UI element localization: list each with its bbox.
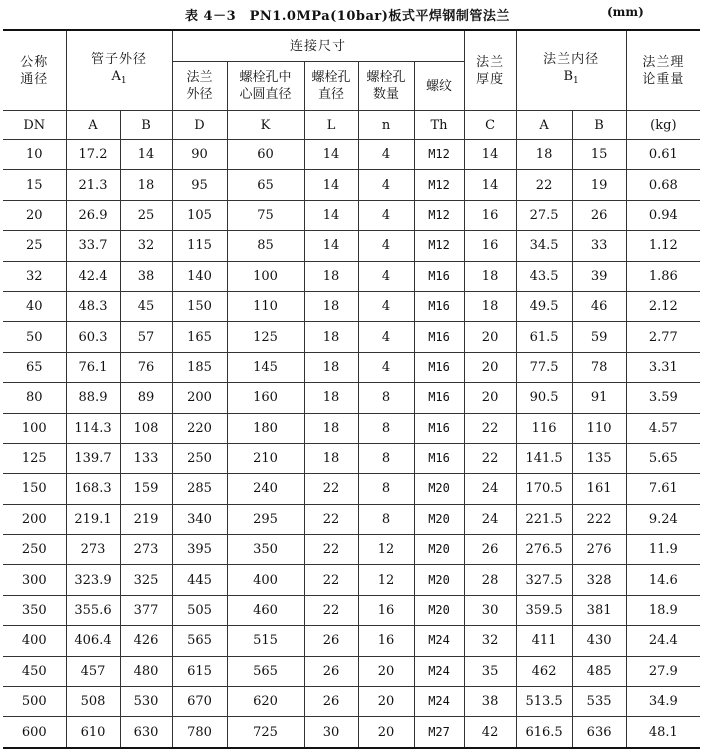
table-cell: 7.61 <box>626 474 700 504</box>
table-cell: 3.59 <box>626 383 700 413</box>
table-cell: 505 <box>172 595 227 625</box>
header-weight: 法兰理 论重量 <box>626 30 700 111</box>
table-cell: 20 <box>358 687 414 717</box>
table-cell: 636 <box>572 717 626 748</box>
table-cell: 18 <box>120 170 172 200</box>
table-cell: 377 <box>120 595 172 625</box>
table-cell: 1.12 <box>626 231 700 261</box>
table-row <box>3 200 700 230</box>
table-cell: 16 <box>464 231 516 261</box>
table-cell: 600 <box>3 717 66 748</box>
table-cell: 460 <box>227 595 304 625</box>
table-cell: 26 <box>304 656 358 686</box>
table-cell: M27 <box>414 717 464 748</box>
table-cell: 616.5 <box>516 717 572 748</box>
table-cell: 670 <box>172 687 227 717</box>
table-cell: 90 <box>172 140 227 170</box>
table-cell: 630 <box>120 717 172 748</box>
table-cell: 125 <box>227 322 304 352</box>
table-cell: 350 <box>227 535 304 565</box>
table-cell: 27.9 <box>626 656 700 686</box>
table-row <box>3 595 700 625</box>
table-cell: 100 <box>227 261 304 291</box>
table-row <box>3 717 700 748</box>
table-cell: 26 <box>464 535 516 565</box>
header-pipe-od: 管子外径 $A_1$ <box>66 30 172 111</box>
table-cell: 565 <box>172 626 227 656</box>
table-cell: M12 <box>414 140 464 170</box>
table-cell: 32 <box>464 626 516 656</box>
table-cell: 165 <box>172 322 227 352</box>
table-row <box>3 504 700 534</box>
table-cell: 34.5 <box>516 231 572 261</box>
table-cell: 21.3 <box>66 170 120 200</box>
table-row <box>3 626 700 656</box>
table-cell: M24 <box>414 626 464 656</box>
table-cell: 18 <box>464 261 516 291</box>
table-cell: 3.31 <box>626 352 700 382</box>
table-cell: 14 <box>304 170 358 200</box>
table-cell: M12 <box>414 200 464 230</box>
table-cell: 327.5 <box>516 565 572 595</box>
table-cell: 222 <box>572 504 626 534</box>
table-cell: 141.5 <box>516 443 572 473</box>
table-cell: 20 <box>358 656 414 686</box>
table-cell: 18 <box>464 291 516 321</box>
table-row <box>3 413 700 443</box>
table-cell: 325 <box>120 565 172 595</box>
table-row <box>3 535 700 565</box>
table-cell: M16 <box>414 383 464 413</box>
table-cell: 26 <box>304 687 358 717</box>
table-row <box>3 565 700 595</box>
table-cell: 110 <box>227 291 304 321</box>
table-cell: 2.12 <box>626 291 700 321</box>
table-cell: 15 <box>572 140 626 170</box>
table-cell: 18 <box>304 261 358 291</box>
header-flange-od-symbol: D <box>172 111 227 140</box>
table-cell: 50 <box>3 322 66 352</box>
table-cell: 14 <box>304 231 358 261</box>
table-cell: 60.3 <box>66 322 120 352</box>
table-cell: 32 <box>120 231 172 261</box>
table-cell: 76 <box>120 352 172 382</box>
table-cell: 340 <box>172 504 227 534</box>
table-cell: 295 <box>227 504 304 534</box>
table-cell: 89 <box>120 383 172 413</box>
header-dn: 公称 通径 <box>3 30 66 111</box>
table-cell: 0.68 <box>626 170 700 200</box>
table-cell: 485 <box>572 656 626 686</box>
header-pipe-a: A <box>66 111 120 140</box>
table-cell: 4 <box>358 140 414 170</box>
table-cell: 200 <box>3 504 66 534</box>
table-row <box>3 687 700 717</box>
table-cell: 18 <box>304 352 358 382</box>
table-cell: 10 <box>3 140 66 170</box>
table-cell: 35 <box>464 656 516 686</box>
table-row <box>3 322 700 352</box>
table-cell: 108 <box>120 413 172 443</box>
table-cell: 219.1 <box>66 504 120 534</box>
header-thickness-symbol: C <box>464 111 516 140</box>
table-cell: 180 <box>227 413 304 443</box>
table-cell: M16 <box>414 352 464 382</box>
table-cell: 480 <box>120 656 172 686</box>
table-row <box>3 656 700 686</box>
table-cell: 145 <box>227 352 304 382</box>
table-cell: 22 <box>516 170 572 200</box>
table-cell: 15 <box>3 170 66 200</box>
header-thread: 螺纹 <box>414 62 464 111</box>
table-cell: 4 <box>358 170 414 200</box>
table-cell: 26 <box>304 626 358 656</box>
table-cell: 400 <box>227 565 304 595</box>
table-cell: 24 <box>464 474 516 504</box>
table-cell: 139.7 <box>66 443 120 473</box>
table-cell: 323.9 <box>66 565 120 595</box>
header-flange-od: 法兰 外径 <box>172 62 227 111</box>
table-cell: 133 <box>120 443 172 473</box>
table-cell: M20 <box>414 535 464 565</box>
table-cell: 276.5 <box>516 535 572 565</box>
table-cell: 28 <box>464 565 516 595</box>
table-cell: 57 <box>120 322 172 352</box>
table-cell: 200 <box>172 383 227 413</box>
table-cell: M16 <box>414 413 464 443</box>
header-dn-symbol: DN <box>3 111 66 140</box>
table-cell: 219 <box>120 504 172 534</box>
table-cell: 221.5 <box>516 504 572 534</box>
table-row <box>3 170 700 200</box>
header-thread-symbol: Th <box>414 111 464 140</box>
header-pipe-b: B <box>120 111 172 140</box>
table-cell: M20 <box>414 504 464 534</box>
table-cell: 4 <box>358 261 414 291</box>
table-cell: 18 <box>304 413 358 443</box>
table-cell: 8 <box>358 443 414 473</box>
table-cell: 4 <box>358 231 414 261</box>
table-row <box>3 352 700 382</box>
table-cell: 18 <box>304 443 358 473</box>
table-cell: 18.9 <box>626 595 700 625</box>
table-cell: 48.1 <box>626 717 700 748</box>
header-weight-unit: (kg) <box>626 111 700 140</box>
table-cell: 150 <box>172 291 227 321</box>
table-row <box>3 261 700 291</box>
table-cell: 210 <box>227 443 304 473</box>
table-cell: 115 <box>172 231 227 261</box>
table-cell: 8 <box>358 504 414 534</box>
table-cell: 95 <box>172 170 227 200</box>
table-cell: 159 <box>120 474 172 504</box>
table-cell: 91 <box>572 383 626 413</box>
table-cell: 60 <box>227 140 304 170</box>
table-cell: 125 <box>3 443 66 473</box>
table-cell: 240 <box>227 474 304 504</box>
table-cell: 508 <box>66 687 120 717</box>
table-cell: 8 <box>358 413 414 443</box>
table-cell: 24.4 <box>626 626 700 656</box>
table-cell: 22 <box>304 504 358 534</box>
table-cell: 22 <box>304 535 358 565</box>
table-cell: 38 <box>120 261 172 291</box>
table-row <box>3 383 700 413</box>
table-cell: 22 <box>304 595 358 625</box>
table-cell: 25 <box>120 200 172 230</box>
table-cell: 18 <box>304 291 358 321</box>
table-cell: 78 <box>572 352 626 382</box>
table-cell: 26.9 <box>66 200 120 230</box>
table-cell: 161 <box>572 474 626 504</box>
table-cell: 42.4 <box>66 261 120 291</box>
table-cell: 32 <box>3 261 66 291</box>
header-connection: 连接尺寸 <box>172 30 464 62</box>
table-cell: 150 <box>3 474 66 504</box>
table-cell: 273 <box>120 535 172 565</box>
table-cell: 610 <box>66 717 120 748</box>
table-cell: 61.5 <box>516 322 572 352</box>
table-cell: 40 <box>3 291 66 321</box>
table-unit: (mm) <box>607 5 644 19</box>
table-cell: 185 <box>172 352 227 382</box>
table-cell: 49.5 <box>516 291 572 321</box>
table-cell: 168.3 <box>66 474 120 504</box>
table-cell: 276 <box>572 535 626 565</box>
table-cell: 100 <box>3 413 66 443</box>
table-cell: 140 <box>172 261 227 291</box>
table-cell: 48.3 <box>66 291 120 321</box>
header-bolt-circle: 螺栓孔中 心圆直径 <box>227 62 304 111</box>
table-cell: 565 <box>227 656 304 686</box>
header-bolt-hole: 螺栓孔 直径 <box>304 62 358 111</box>
table-cell: M20 <box>414 474 464 504</box>
table-cell: 12 <box>358 535 414 565</box>
table-cell: 25 <box>3 231 66 261</box>
table-cell: 34.9 <box>626 687 700 717</box>
table-cell: 395 <box>172 535 227 565</box>
table-cell: 400 <box>3 626 66 656</box>
table-row <box>3 291 700 321</box>
table-cell: 76.1 <box>66 352 120 382</box>
table-cell: 780 <box>172 717 227 748</box>
header-bore-a: A <box>516 111 572 140</box>
table-cell: 14.6 <box>626 565 700 595</box>
table-cell: 30 <box>464 595 516 625</box>
table-cell: 19 <box>572 170 626 200</box>
table-cell: 11.9 <box>626 535 700 565</box>
header-bolt-count-symbol: n <box>358 111 414 140</box>
table-caption <box>0 0 702 28</box>
table-cell: M24 <box>414 656 464 686</box>
table-cell: 411 <box>516 626 572 656</box>
table-cell: 90.5 <box>516 383 572 413</box>
table-cell: M12 <box>414 170 464 200</box>
table-cell: 114.3 <box>66 413 120 443</box>
table-cell: M12 <box>414 231 464 261</box>
table-cell: 26 <box>572 200 626 230</box>
table-cell: 220 <box>172 413 227 443</box>
table-cell: 4 <box>358 291 414 321</box>
table-cell: M16 <box>414 261 464 291</box>
table-body <box>3 140 700 748</box>
table-cell: 14 <box>120 140 172 170</box>
table-cell: M20 <box>414 565 464 595</box>
table-cell: 426 <box>120 626 172 656</box>
table-cell: 20 <box>358 717 414 748</box>
table-cell: 38 <box>464 687 516 717</box>
table-cell: 4 <box>358 322 414 352</box>
table-cell: 135 <box>572 443 626 473</box>
table-cell: 1.86 <box>626 261 700 291</box>
table-cell: M20 <box>414 595 464 625</box>
table-cell: 530 <box>120 687 172 717</box>
table-cell: 18 <box>304 322 358 352</box>
table-cell: 22 <box>464 443 516 473</box>
table-cell: 116 <box>516 413 572 443</box>
table-cell: M16 <box>414 322 464 352</box>
table-cell: 20 <box>464 352 516 382</box>
table-cell: 430 <box>572 626 626 656</box>
table-cell: 620 <box>227 687 304 717</box>
table-cell: 725 <box>227 717 304 748</box>
table-cell: 445 <box>172 565 227 595</box>
table-cell: 535 <box>572 687 626 717</box>
table-cell: 43.5 <box>516 261 572 291</box>
table-cell: 17.2 <box>66 140 120 170</box>
table-cell: 33 <box>572 231 626 261</box>
table-cell: 22 <box>304 565 358 595</box>
table-cell: 110 <box>572 413 626 443</box>
table-row <box>3 231 700 261</box>
table-cell: 65 <box>227 170 304 200</box>
table-cell: 273 <box>66 535 120 565</box>
table-cell: 45 <box>120 291 172 321</box>
header-thickness: 法兰 厚度 <box>464 30 516 111</box>
table-cell: 462 <box>516 656 572 686</box>
table-cell: 18 <box>516 140 572 170</box>
table-cell: 30 <box>304 717 358 748</box>
table-cell: 46 <box>572 291 626 321</box>
table-cell: 80 <box>3 383 66 413</box>
table-cell: 18 <box>304 383 358 413</box>
table-cell: 16 <box>464 200 516 230</box>
table-cell: 2.77 <box>626 322 700 352</box>
table-cell: 14 <box>304 200 358 230</box>
table-cell: 4.57 <box>626 413 700 443</box>
table-cell: 4 <box>358 200 414 230</box>
header-bolt-count: 螺栓孔 数量 <box>358 62 414 111</box>
header-bore: 法兰内径 $B_1$ <box>516 30 626 111</box>
table-cell: 27.5 <box>516 200 572 230</box>
table-cell: M16 <box>414 291 464 321</box>
table-row <box>3 140 700 170</box>
table-cell: 515 <box>227 626 304 656</box>
table-cell: 20 <box>3 200 66 230</box>
table-cell: 500 <box>3 687 66 717</box>
table-cell: 450 <box>3 656 66 686</box>
table-cell: 59 <box>572 322 626 352</box>
table-cell: 39 <box>572 261 626 291</box>
table-cell: 24 <box>464 504 516 534</box>
table-cell: 20 <box>464 383 516 413</box>
table-cell: 4 <box>358 352 414 382</box>
table-cell: 381 <box>572 595 626 625</box>
table-cell: 513.5 <box>516 687 572 717</box>
table-cell: 105 <box>172 200 227 230</box>
table-cell: 20 <box>464 322 516 352</box>
table-cell: 359.5 <box>516 595 572 625</box>
table-cell: 65 <box>3 352 66 382</box>
table-cell: 8 <box>358 474 414 504</box>
table-title: 表 4－3 PN1.0MPa(10bar)板式平焊钢制管法兰 <box>185 9 510 24</box>
table-cell: 14 <box>304 140 358 170</box>
table-cell: 406.4 <box>66 626 120 656</box>
table-cell: 14 <box>464 140 516 170</box>
table-cell: 77.5 <box>516 352 572 382</box>
table-cell: 0.61 <box>626 140 700 170</box>
table-cell: 355.6 <box>66 595 120 625</box>
table-cell: 12 <box>358 565 414 595</box>
table-cell: 160 <box>227 383 304 413</box>
header-bore-b: B <box>572 111 626 140</box>
table-row <box>3 443 700 473</box>
table-cell: 16 <box>358 626 414 656</box>
table-cell: 8 <box>358 383 414 413</box>
table-cell: 250 <box>172 443 227 473</box>
table-cell: 300 <box>3 565 66 595</box>
table-cell: 250 <box>3 535 66 565</box>
table-cell: 42 <box>464 717 516 748</box>
table-cell: 88.9 <box>66 383 120 413</box>
table-cell: 85 <box>227 231 304 261</box>
table-cell: M16 <box>414 443 464 473</box>
table-cell: 22 <box>304 474 358 504</box>
table-cell: 615 <box>172 656 227 686</box>
header-bolt-hole-symbol: L <box>304 111 358 140</box>
table-cell: 22 <box>464 413 516 443</box>
table-cell: 170.5 <box>516 474 572 504</box>
flange-table <box>3 29 700 749</box>
table-cell: 16 <box>358 595 414 625</box>
table-cell: 75 <box>227 200 304 230</box>
table-cell: 350 <box>3 595 66 625</box>
table-cell: 0.94 <box>626 200 700 230</box>
table-cell: 9.24 <box>626 504 700 534</box>
table-cell: 285 <box>172 474 227 504</box>
header-bolt-circle-symbol: K <box>227 111 304 140</box>
table-row <box>3 474 700 504</box>
table-cell: 5.65 <box>626 443 700 473</box>
table-cell: 33.7 <box>66 231 120 261</box>
table-cell: 328 <box>572 565 626 595</box>
table-cell: 457 <box>66 656 120 686</box>
table-cell: M24 <box>414 687 464 717</box>
table-cell: 14 <box>464 170 516 200</box>
